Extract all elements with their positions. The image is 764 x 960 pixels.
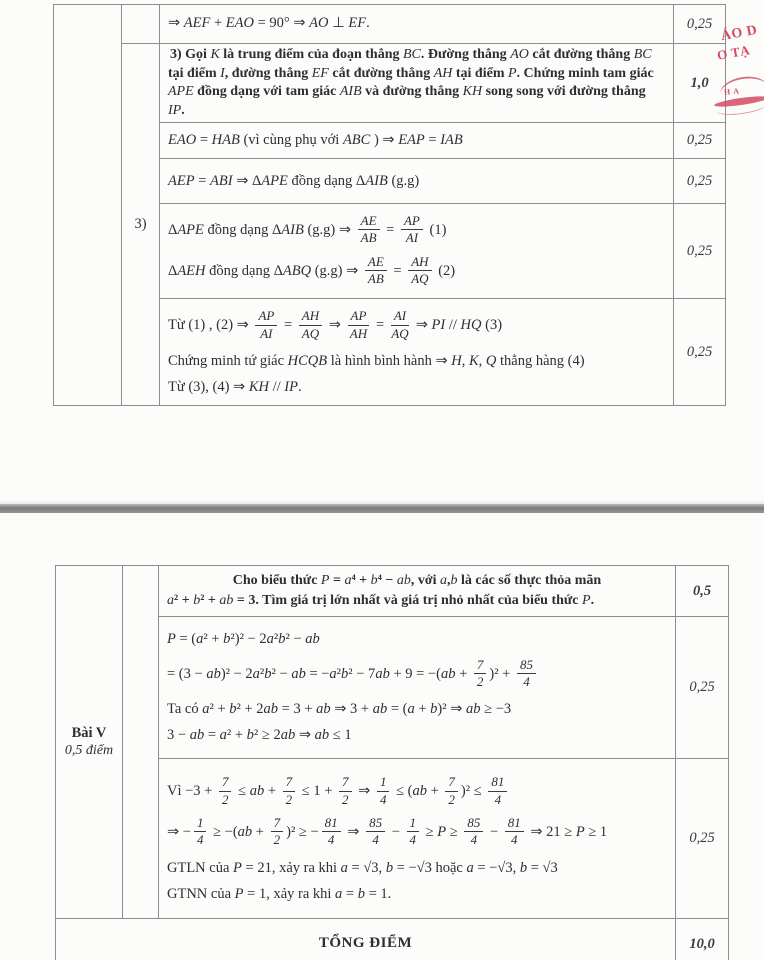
exercise-points: 0,5 điểm xyxy=(64,743,114,758)
answer-cell xyxy=(159,759,676,919)
score-cell: 1,0 xyxy=(674,44,726,123)
part-label-cell-empty xyxy=(122,5,160,44)
math-line: ⇒ − $\frac{1}{4}$ ≥ −(ab + $\frac{7}{2}$ )² ≥ − $\frac{81}{4}$ ⇒ $\frac{85}{4}$ − $\frac{1}{4}$ ≥ P ≥ $\frac{85}{4}$ − $\frac{81}{4}$ ⇒ 21 ≥ P ≥ 1 xyxy=(167,814,608,848)
problem-statement-line: a² + b² + ab = 3. Tìm giá trị lớn nhất và giá trị nhỏ nhất của biểu thức P. xyxy=(167,593,595,608)
algebra-answer-table xyxy=(55,565,729,960)
geometry-answer-table xyxy=(53,4,726,406)
total-score: 10,0 xyxy=(676,919,729,960)
math-line: AEP = ABI ⇒ ΔAPE đồng dạng ΔAIB (g.g) xyxy=(168,172,420,189)
stamp-text-fragment: HA xyxy=(723,86,743,97)
score-cell: 0,5 xyxy=(676,566,729,617)
math-line: ΔAEH đồng dạng ΔABQ (g.g) ⇒ $\frac{AE}{AB}$ = $\frac{AH}{AQ}$ (2) xyxy=(168,253,456,286)
math-line: GTNN của P = 1, xảy ra khi a = b = 1. xyxy=(167,885,392,902)
table-row xyxy=(56,566,729,617)
score-cell: 0,25 xyxy=(676,759,729,919)
page-separator-band xyxy=(0,504,764,513)
math-line: 3 − ab = a² + b² ≥ 2ab ⇒ ab ≤ 1 xyxy=(167,727,352,744)
math-line: = (3 − ab)² − 2a²b² − ab = −a²b² − 7ab + 9 = −(ab + $\frac{7}{2}$ )² + $\frac{85}{4}$ xyxy=(167,659,667,691)
score-cell: 0,25 xyxy=(674,123,726,159)
exercise-label-cell xyxy=(56,566,123,919)
answer-cell xyxy=(159,617,676,759)
table-row xyxy=(54,5,726,44)
math-line: GTLN của P = 21, xảy ra khi a = √3, b = −√3 hoặc a = −√3, b = √3 xyxy=(167,859,558,876)
problem-statement-cell xyxy=(159,566,676,617)
math-line: Vì −3 + $\frac{7}{2}$ ≤ ab + $\frac{7}{2}$ ≤ 1 + $\frac{7}{2}$ ⇒ $\frac{1}{4}$ ≤ (ab + $\frac{7}{2}$ )² ≤ $\frac{81}{4}$ xyxy=(167,776,667,808)
table-row xyxy=(54,44,726,123)
stamp-text-fragment: O TẠ xyxy=(715,42,752,63)
red-office-stamp xyxy=(712,24,764,144)
math-line: Từ (3), (4) ⇒ KH // IP. xyxy=(168,378,302,395)
math-line: ΔAPE đồng dạng ΔAIB (g.g) ⇒ $\frac{AE}{AB}$ = $\frac{AP}{AI}$ (1) xyxy=(168,213,447,246)
exercise-label: Bài V xyxy=(71,725,107,741)
score-cell: 0,25 xyxy=(674,204,726,299)
score-cell: 0,25 xyxy=(674,299,726,406)
total-label: TỔNG ĐIỂM xyxy=(56,919,676,960)
math-line: Từ (1) , (2) ⇒ $\frac{AP}{AI}$ = $\frac{AH}{AQ}$ ⇒ $\frac{AP}{AH}$ = $\frac{AI}{AQ}$ ⇒ PI // HQ (3) xyxy=(168,308,503,341)
answer-cell xyxy=(160,159,674,204)
part-number-cell: 3) xyxy=(122,44,160,406)
exercise-label-cell-empty xyxy=(54,5,122,406)
problem-statement-line: Cho biểu thức P = a⁴ + b⁴ − ab, với a,b là các số thực thỏa mãn xyxy=(232,573,602,588)
problem-statement: 3) Gọi K là trung điểm của đoạn thẳng BC. Đường thẳng AO cắt đường thẳng BC tại điểm I, đường thẳng EF cắt đường thẳng AH tại điểm P. Chứng minh tam giác APE đồng dạng với tam giác AIB và đường thẳng KH song song với đường thẳng IP. xyxy=(168,47,654,118)
problem-statement-cell xyxy=(160,44,674,123)
answer-cell xyxy=(160,5,674,44)
stamp-text-fragment: ÁO D xyxy=(719,22,759,45)
answer-cell xyxy=(160,204,674,299)
score-cell: 0,25 xyxy=(674,159,726,204)
total-row xyxy=(56,919,729,960)
math-line: EAO = HAB (vì cùng phụ với ABC ) ⇒ EAP = IAB xyxy=(168,132,463,148)
score-cell: 0,25 xyxy=(676,617,729,759)
math-line: ⇒ AEF + EAO = 90° ⇒ AO ⊥ EF. xyxy=(168,15,370,32)
answer-cell xyxy=(160,299,674,406)
math-line: Ta có a² + b² + 2ab = 3 + ab ⇒ 3 + ab = (a + b)² ⇒ ab ≥ −3 xyxy=(167,701,512,718)
score-cell: 0,25 xyxy=(674,5,726,44)
answer-cell xyxy=(160,123,674,159)
part-label-cell-empty xyxy=(123,566,159,919)
math-line: P = (a² + b²)² − 2a²b² − ab xyxy=(167,630,320,647)
math-line: Chứng minh tứ giác HCQB là hình bình hành ⇒ H, K, Q thẳng hàng (4) xyxy=(168,352,585,369)
